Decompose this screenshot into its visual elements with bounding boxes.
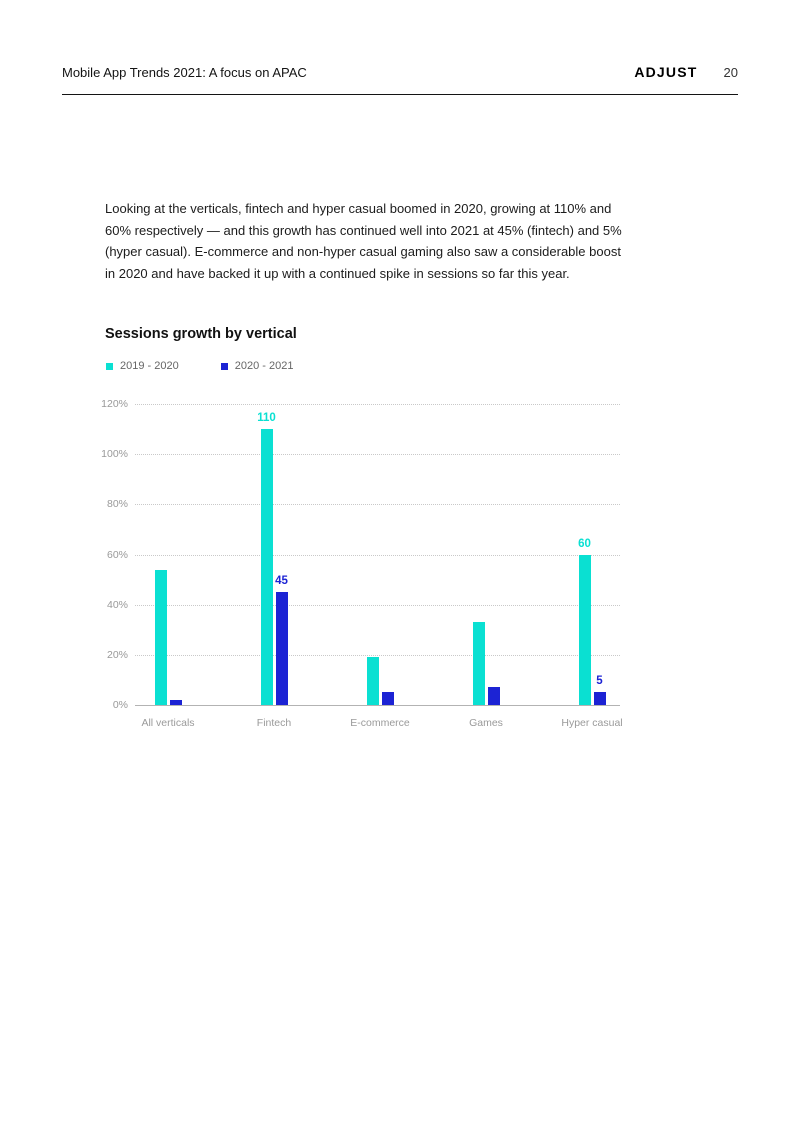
y-tick-label: 100% [101, 448, 128, 461]
intro-paragraph: Looking at the verticals, fintech and hyper casual boomed in 2020, growing at 110% and 60% respectively — and this growth has continued well into 2021 at 45% (fintech) and 5% (hyper casual). E-commerce and non-hyper casual gaming also saw a considerable boost in 2020 and have backed it up with a continued spike in sessions so far this year. [105, 201, 622, 281]
bar-2019-2020-fintech [261, 429, 273, 705]
header-right [634, 64, 738, 80]
bar-value-label: 60 [578, 537, 591, 550]
y-tick-label: 20% [106, 648, 128, 661]
y-tick-label: 120% [101, 398, 128, 410]
chart-x-axis [135, 717, 623, 737]
bar-value-label: 45 [275, 575, 288, 588]
gridline [135, 555, 620, 556]
bar-2020-2021-hyper-casual [594, 692, 606, 705]
x-tick-label: Hyper casual [561, 717, 623, 729]
page-header [62, 64, 738, 95]
bar-2019-2020-all-verticals [155, 570, 167, 705]
legend-label: 2020 - 2021 [234, 360, 294, 372]
report-title: Mobile App Trends 2021: A focus on APAC [62, 65, 307, 80]
chart-plot [135, 404, 620, 705]
y-tick-label: 60% [106, 548, 128, 561]
page-number: 20 [723, 65, 738, 80]
chart-legend [106, 360, 293, 372]
x-tick-label: All verticals [141, 717, 195, 729]
legend-item [221, 360, 294, 372]
bar-2019-2020-hyper-casual [579, 555, 591, 706]
adjust-logo: ADJUST [634, 64, 698, 80]
bar-2020-2021-fintech [276, 592, 288, 705]
bar-2020-2021-all-verticals [170, 700, 182, 705]
legend-label: 2019 - 2020 [120, 360, 179, 372]
gridline [135, 454, 620, 455]
y-tick-label: 80% [106, 498, 128, 511]
y-tick-label: 0% [112, 699, 128, 711]
bar-2020-2021-games [488, 687, 500, 705]
x-tick-label: E-commerce [350, 717, 410, 729]
gridline [135, 655, 620, 656]
legend-swatch-icon [106, 363, 113, 370]
legend-item [106, 360, 179, 372]
legend-swatch-icon [221, 363, 228, 370]
y-tick-label: 40% [106, 598, 128, 611]
bar-value-label: 110 [257, 412, 276, 425]
bar-2019-2020-games [473, 622, 485, 705]
axis-baseline [135, 705, 620, 706]
x-tick-label: Games [469, 717, 503, 729]
gridline [135, 404, 620, 405]
bar-value-label: 5 [596, 675, 603, 688]
gridline [135, 504, 620, 505]
chart-title: Sessions growth by vertical [105, 326, 297, 342]
bar-2019-2020-e-commerce [367, 657, 379, 705]
x-tick-label: Fintech [256, 717, 292, 729]
gridline [135, 605, 620, 606]
chart-y-axis [60, 398, 128, 711]
bar-2020-2021-e-commerce [382, 692, 394, 705]
